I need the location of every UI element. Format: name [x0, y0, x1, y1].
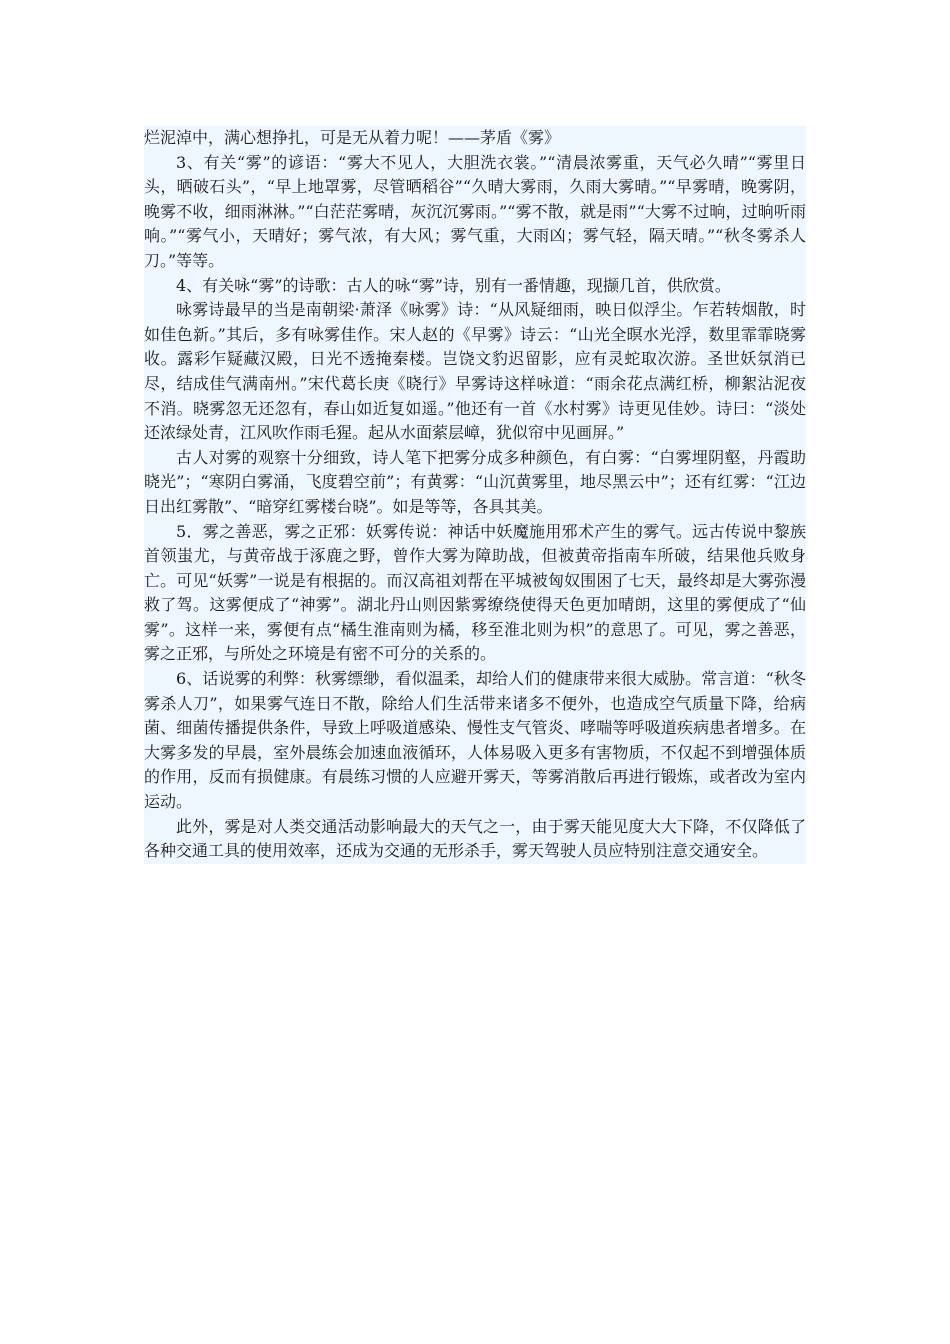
- paragraph-traffic: 此外，雾是对人类交通活动影响最大的天气之一，由于雾天能见度大大下降，不仅降低了各种交通工具的使用效率，还成为交通的无形杀手，雾天驾驶人员应特别注意交通安全。: [144, 815, 806, 864]
- paragraph-poems: 咏雾诗最早的当是南朝梁·萧泽《咏雾》诗：“从风疑细雨，映日似浮尘。乍若转烟散，时如佳色新。”其后，多有咏雾佳作。宋人赵的《早雾》诗云：“山光全暝水光浮，数里霏霏晓雾收。露彩乍疑藏汉殿，日光不透掩秦楼。岂饶文豹迟留影，应有灵蛇取次游。圣世妖氛消已尽，结成佳气满南州。”宋代葛长庚《晓行》早雾诗这样咏道：“雨余花点满红桥，柳絮沾泥夜不消。晓雾忽无还忽有，春山如近复如遥。”他还有一首《水村雾》诗更见佳妙。诗曰：“淡处还浓绿处青，江风吹作雨毛猩。起从水面萦层嶂，犹似帘中见画屏。”: [144, 298, 806, 446]
- paragraph-good-evil: 5．雾之善恶，雾之正邪：妖雾传说：神话中妖魔施用邪术产生的雾气。远古传说中黎族首领蚩尤，与黄帝战于涿鹿之野，曾作大雾为障助战，但被黄帝指南车所破，结果他兵败身亡。可见“妖雾”一说是有根据的。而汉高祖刘帮在平城被匈奴围困了七天，最终却是大雾弥漫救了驾。这雾便成了“神雾”。湖北丹山则因紫雾缭绕使得天色更加晴朗，这里的雾便成了“仙雾”。这样一来，雾便有点“橘生淮南则为橘，移至淮北则为枳”的意思了。可见，雾之善恶，雾之正邪，与所处之环境是有密不可分的关系的。: [144, 520, 806, 668]
- paragraph-poems-intro: 4、有关咏“雾”的诗歌：古人的咏“雾”诗，别有一番情趣，现撷几首，供欣赏。: [144, 274, 806, 299]
- paragraph-pros-cons: 6、话说雾的利弊：秋雾缥缈，看似温柔，却给人们的健康带来很大威胁。常言道：“秋冬雾杀人刀”，如果雾气连日不散，除给人们生活带来诸多不便外，也造成空气质量下降，给病菌、细菌传播提供条件，导致上呼吸道感染、慢性支气管炎、哮喘等呼吸道疾病患者增多。在大雾多发的早晨，室外晨练会加速血液循环，人体易吸入更多有害物质，不仅起不到增强体质的作用，反而有损健康。有晨练习惯的人应避开雾天，等雾消散后再进行锻炼，或者改为室内运动。: [144, 667, 806, 815]
- paragraph-fog-quote: 烂泥淖中，满心想挣扎，可是无从着力呢！——茅盾《雾》: [144, 126, 806, 151]
- paragraph-proverbs: 3、有关“雾”的谚语：“雾大不见人，大胆洗衣裳。”“清晨浓雾重，天气必久晴”“雾里日头，晒破石头”，“早上地罩雾，尽管晒稻谷”“久晴大雾雨，久雨大雾晴。”“早雾晴，晚雾阴，晚雾不收，细雨淋淋。”“白茫茫雾晴，灰沉沉雾雨。”“雾不散，就是雨”“大雾不过晌，过晌听雨响。”“雾气小，天晴好；雾气浓，有大风；雾气重，大雨凶；雾气轻，隔天晴。”“秋冬雾杀人刀。”等等。: [144, 151, 806, 274]
- paragraph-fog-colors: 古人对雾的观察十分细致，诗人笔下把雾分成多种颜色，有白雾：“白雾埋阴壑，丹霞助晓光”；“寒阴白雾涌，飞度碧空前”；有黄雾：“山沉黄雾里，地尽黑云中”；还有红雾：“江边日出红雾散”、“暗穿红雾楼台晓”。如是等等，各具其美。: [144, 446, 806, 520]
- document-page: [144, 126, 806, 864]
